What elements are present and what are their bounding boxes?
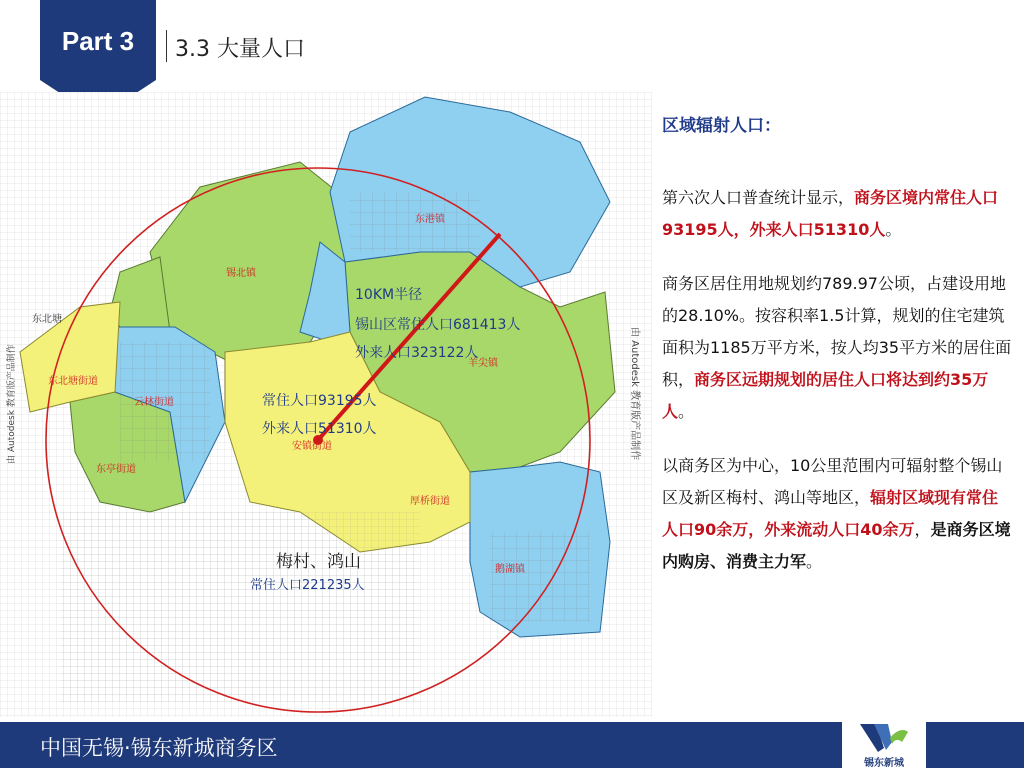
text-panel [662, 110, 1012, 600]
paragraph-census [662, 182, 1012, 246]
cbd-resident-label: 常住人口93195人 [262, 393, 377, 409]
logo-mark-icon [858, 720, 910, 754]
town-label-xibei: 锡北镇 [226, 268, 256, 279]
northeast-label: 东北塘 [32, 314, 62, 325]
section-title: 3.3 大量人口 [175, 37, 305, 62]
panel-heading: 区域辐射人口： [662, 116, 781, 136]
town-label-anzhen: 安镇街道 [292, 441, 332, 452]
brand-logo [842, 714, 926, 768]
paragraph-planning [662, 268, 1012, 428]
xishan-migrant-label: 外来人口323122人 [355, 345, 479, 361]
town-label-yangjian: 羊尖镇 [468, 358, 498, 369]
census-end: 。 [885, 220, 902, 239]
population-radius-map [0, 92, 652, 717]
copyright-right: 由 Autodesk 教育版产品制作 [629, 327, 640, 461]
radiation-text: 以商务区为中心，10公里范围内可辐射整个锡山区及新区梅村、鸿山等地区， [662, 456, 1003, 507]
meicun-resident-label: 常住人口221235人 [250, 578, 365, 593]
section-divider [166, 30, 167, 62]
planning-highlight: 商务区远期规划的居住人口将达到约35万人 [662, 370, 989, 421]
town-label-ehu: 鹅湖镇 [495, 564, 525, 575]
copyright-left: 由 Autodesk 教育版产品制作 [7, 344, 17, 464]
census-text: 第六次人口普查统计显示， [662, 188, 855, 207]
grid-overlay-se [490, 532, 590, 622]
cbd-migrant-label: 外来人口51310人 [262, 421, 377, 437]
grid-overlay-south [60, 512, 420, 702]
radiation-highlight: 辐射区域现有常住人口90余万，外来流动人口40余万 [662, 488, 999, 539]
logo-text: 锡东新城 [864, 758, 904, 769]
town-label-yunlin: 云林街道 [134, 397, 174, 408]
town-label-dongting: 东亭街道 [96, 464, 136, 475]
radiation-mid: ， [914, 520, 931, 539]
planning-text: 商务区居住用地规划约789.97公顷，占建设用地的28.10%。按容积率1.5计算，规划的住宅建筑面积为1185万平方米，按人均35平方米的居住面积， [662, 274, 1012, 389]
footer-text: 中国无锡·锡东新城商务区 [40, 736, 278, 760]
radiation-bold: 是商务区境内购房、消费主力军 [662, 520, 1011, 571]
xishan-resident-label: 锡山区常住人口681413人 [355, 317, 521, 333]
meicun-label: 梅村、鸿山 [276, 552, 361, 572]
town-label-houqiao: 厚桥街道 [410, 496, 450, 507]
paragraph-radiation [662, 450, 1012, 578]
radiation-end: 。 [806, 552, 823, 571]
radius-label: 10KM半径 [355, 287, 423, 303]
census-highlight: 商务区境内常住人口93195人，外来人口51310人 [662, 188, 999, 239]
town-label-donggang: 东港镇 [415, 214, 445, 225]
town-label-dongbeitang: 东北塘街道 [48, 376, 98, 387]
part-label: Part 3 [61, 26, 135, 56]
planning-end: 。 [678, 402, 695, 421]
